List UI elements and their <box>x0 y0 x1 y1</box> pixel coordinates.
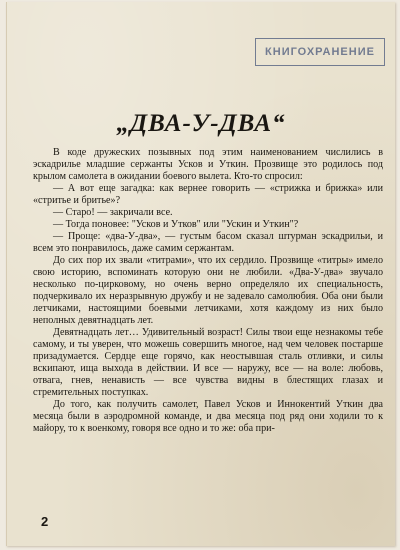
body-text <box>33 147 383 435</box>
paragraph: — А вот еще загадка: как вернее говорить — «стрижка и брижка» или «стритье и бритье»? <box>33 183 383 206</box>
library-stamp: КНИГОХРАНЕНИЕ <box>255 38 385 66</box>
paragraph: — Проще: «два-У-два», — густым басом сказал штурман эскадрильи, и всем это понравилось, даже самим сержантам. <box>33 231 383 254</box>
paragraph: До того, как получить самолет, Павел Усков и Иннокентий Уткин два месяца были в аэродромной команде, и два месяца под ряд они ходили то к майору, то к военкому, говоря все одно и то же: оба при- <box>33 399 383 434</box>
paragraph: Девятнадцать лет… Удивительный возраст! Силы твои еще незнакомы тебе самому, и ты уверен, что можешь совершить многое, над чем человек постарше призадумается. Сердце еще горячо, как неостывшая сталь отливки, и силы вскипают, ища выхода в действии. И все — наружу, все — на воле: любовь, отвага, гнев, ненависть — все чувства видны в блестящих глазах и стремительных поступках. <box>33 327 383 398</box>
chapter-title: „ДВА-У-ДВА“ <box>116 110 286 137</box>
page-number: 2 <box>41 514 49 529</box>
paragraph: — Тогда поновее: "Усков и Утков" или "Ускин и Уткин"? <box>53 219 299 230</box>
paragraph: До сих пор их звали «титрами», что их сердило. Прозвище «титры» имело свою историю, вспоминать которую они не любили. «Два-У-два» звучало несколько по-цирковому, но очень верно определяло их специальность, подчеркивало их неразрывную дружбу и не задевало самолюбия. Оба они были летчиками, настоящими боевыми летчиками, хотя каждому из них было неполных девятнадцать лет. <box>33 255 383 326</box>
paragraph: В коде дружеских позывных под этим наименованием числились в эскадрилье младшие сержанты Усков и Уткин. Прозвище это родилось под крылом самолета в ожидании боевого вылета. Кто-то спросил: <box>33 147 383 182</box>
paragraph: — Старо! — закричали все. <box>53 207 173 218</box>
book-page <box>6 2 395 546</box>
